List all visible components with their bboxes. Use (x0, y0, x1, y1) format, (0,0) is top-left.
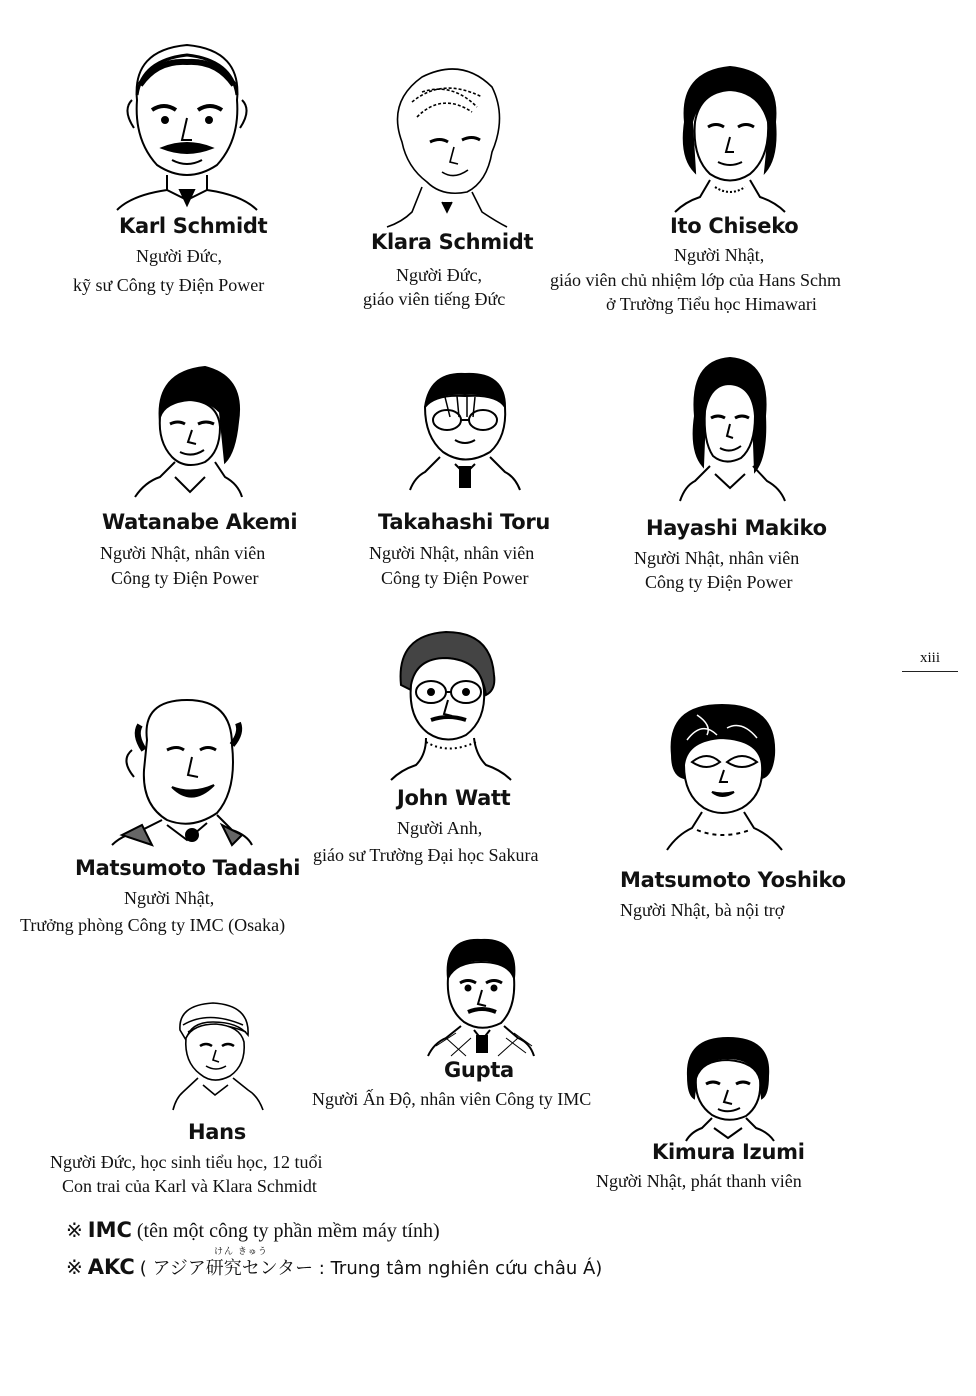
character-name: Gupta (444, 1058, 514, 1082)
character-description: Người Đức, học sinh tiểu học, 12 tuổi (50, 1152, 323, 1172)
character-description: Người Ấn Độ, nhân viên Công ty IMC (312, 1089, 592, 1109)
matsumoto-yoshiko-portrait (662, 700, 787, 854)
character-description: Người Nhật, phát thanh viên (596, 1171, 802, 1191)
character-name: Ito Chiseko (670, 214, 799, 238)
klara-schmidt-portrait (382, 62, 512, 231)
character-name: Hayashi Makiko (646, 516, 827, 540)
note-mark: ※ (66, 1220, 83, 1242)
character-name: Matsumoto Tadashi (75, 856, 301, 880)
page-number: xiii (920, 650, 941, 666)
character-description: kỹ sư Công ty Điện Power (73, 275, 265, 295)
character-name: John Watt (397, 786, 511, 810)
character-name: Klara Schmidt (371, 230, 534, 254)
character-name: Hans (188, 1120, 246, 1144)
page-number-rule (902, 671, 958, 672)
character-description: giáo sư Trường Đại học Sakura (313, 845, 539, 865)
character-description: Người Nhật, (674, 245, 765, 265)
character-description: Công ty Điện Power (645, 572, 793, 592)
takahashi-toru-portrait (405, 372, 525, 496)
ito-chiseko-portrait (670, 62, 790, 216)
character-description: Người Nhật, nhân viên (369, 543, 535, 563)
character-description: Người Đức, (396, 265, 483, 285)
note-abbr: AKC (87, 1255, 135, 1279)
gupta-portrait (426, 938, 536, 1060)
note-mark: ※ (66, 1257, 83, 1279)
kimura-izumi-portrait (676, 1036, 781, 1145)
character-description: Người Nhật, nhân viên (100, 543, 266, 563)
note-akc (66, 1254, 602, 1280)
character-name: Karl Schmidt (119, 214, 268, 238)
character-description: Người Nhật, nhân viên (634, 548, 800, 568)
character-description: giáo viên chủ nhiệm lớp của Hans Schm (550, 270, 841, 290)
character-name: Kimura Izumi (652, 1140, 805, 1164)
character-name: Matsumoto Yoshiko (620, 868, 846, 892)
character-description: Trưởng phòng Công ty IMC (Osaka) (20, 915, 286, 935)
matsumoto-tadashi-portrait (112, 695, 252, 854)
karl-schmidt-portrait (112, 40, 262, 214)
character-description: Người Nhật, bà nội trợ (620, 900, 785, 920)
character-description: Công ty Điện Power (381, 568, 529, 588)
note-imc (66, 1218, 440, 1243)
character-name: Watanabe Akemi (102, 510, 298, 534)
character-description: Người Nhật, (124, 888, 215, 908)
character-name: Takahashi Toru (378, 510, 551, 534)
watanabe-akemi-portrait (130, 362, 250, 501)
character-description: ở Trường Tiểu học Himawari (606, 294, 817, 314)
note-text: ( アジア研究センター : Trung tâm nghiên cứu châu Á) (139, 1258, 603, 1279)
character-description: Người Anh, (397, 818, 483, 838)
character-description: Công ty Điện Power (111, 568, 259, 588)
ruby-text: けん きゅう (214, 1247, 268, 1257)
character-description: Người Đức, (136, 246, 223, 266)
john-watt-portrait (386, 630, 516, 784)
hans-portrait (168, 1000, 268, 1114)
character-description: Con trai của Karl và Klara Schmidt (62, 1176, 317, 1196)
note-abbr: IMC (87, 1218, 132, 1242)
note-text: (tên một công ty phần mềm máy tính) (136, 1220, 440, 1242)
character-description: giáo viên tiếng Đức (363, 289, 506, 309)
hayashi-makiko-portrait (675, 356, 790, 505)
